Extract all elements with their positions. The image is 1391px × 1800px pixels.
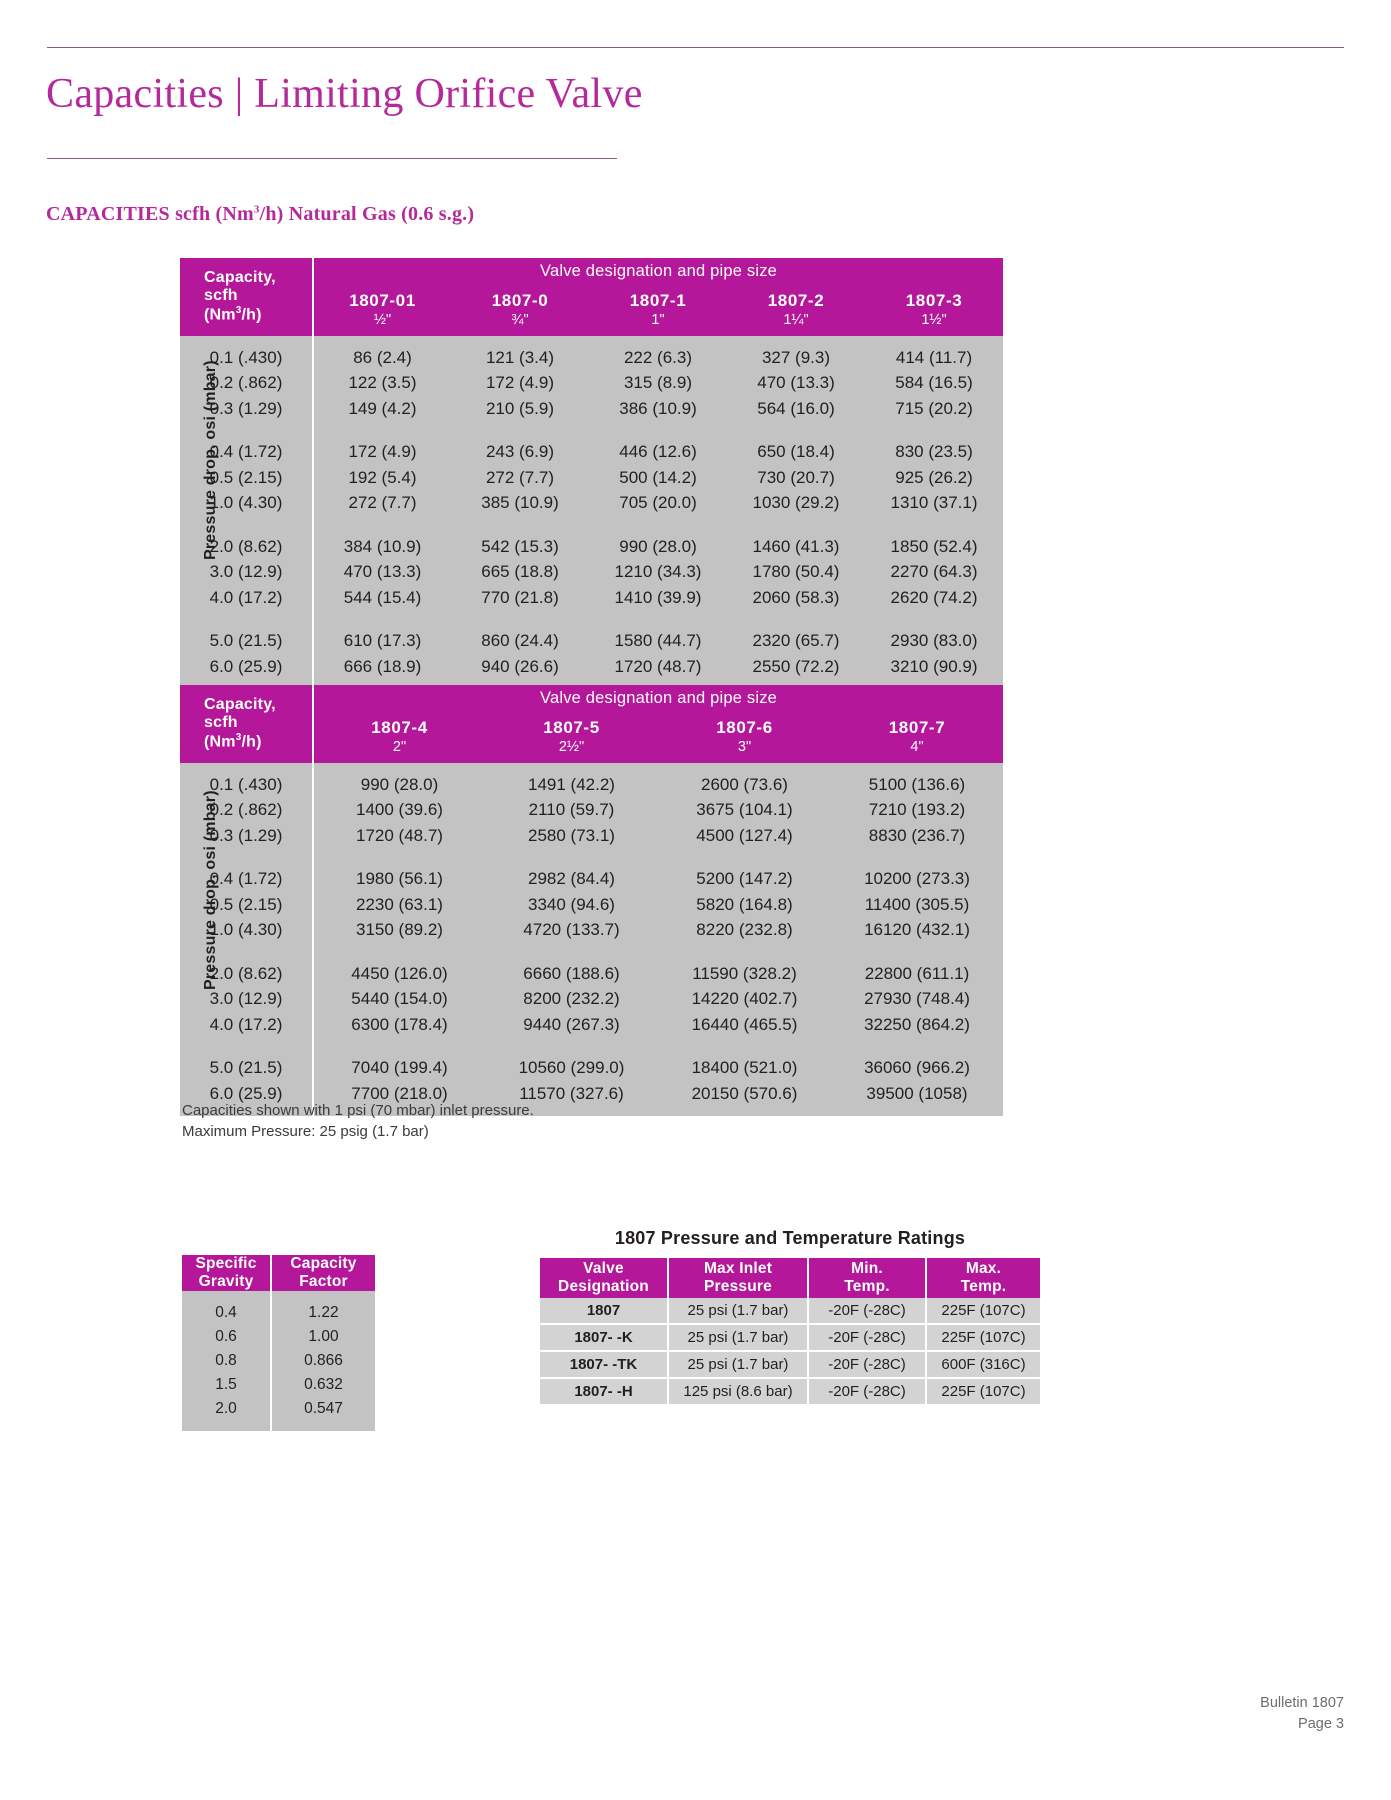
capacity-value: 32250 (864.2)	[831, 1012, 1003, 1038]
capacity-value: 3340 (94.6)	[485, 892, 658, 918]
ratings-header-line-1: Max.	[965, 1260, 1002, 1277]
table1-designation-4: 1807-3	[905, 291, 963, 310]
capacity-value: 243 (6.9)	[451, 440, 589, 466]
capacity-value: 544 (15.4)	[313, 585, 451, 611]
capacity-value: 500 (14.2)	[589, 465, 727, 491]
table-row	[180, 396, 1003, 422]
ratings-valve-designation: 1807- -K	[540, 1324, 668, 1351]
capacity-value: 2982 (84.4)	[485, 867, 658, 893]
capacity-value: 990 (28.0)	[589, 534, 727, 560]
capacity-factor-value: 0.547	[271, 1397, 375, 1421]
table-row	[180, 491, 1003, 517]
capacity-value: 665 (18.8)	[451, 560, 589, 586]
capacity-value: 210 (5.9)	[451, 396, 589, 422]
capacity-value: 1210 (34.3)	[589, 560, 727, 586]
table1-designation-1: 1807-0	[491, 291, 549, 310]
corner-line-2: scfh	[204, 287, 238, 305]
ratings-header-line-2: Temp.	[960, 1278, 1007, 1295]
capacity-value: 5100 (136.6)	[831, 772, 1003, 798]
capacity-value: 990 (28.0)	[313, 772, 485, 798]
capacity-value: 16440 (465.5)	[658, 1012, 831, 1038]
capacity-value: 2620 (74.2)	[865, 585, 1003, 611]
table-row	[540, 1378, 1040, 1404]
footer-page-number: Page 3	[1298, 1716, 1344, 1732]
capacity-value: 1720 (48.7)	[313, 823, 485, 849]
capacity-value: 830 (23.5)	[865, 440, 1003, 466]
capacity-value: 414 (11.7)	[865, 345, 1003, 371]
title-divider-rule	[47, 158, 617, 159]
table-row	[180, 772, 1003, 798]
ratings-header-min-temp	[808, 1258, 926, 1298]
table1-pipesize-1: ¾"	[511, 312, 529, 328]
capacity-value: 6660 (188.6)	[485, 961, 658, 987]
sg-header-line-2: Gravity	[198, 1273, 254, 1290]
table-row	[540, 1298, 1040, 1324]
table2-designation-1: 1807-5	[543, 718, 600, 737]
capacity-value: 3210 (90.9)	[865, 654, 1003, 680]
pressure-drop-label: 1.0 (4.30)	[180, 491, 313, 517]
table-row	[180, 371, 1003, 397]
capacity-value: 192 (5.4)	[313, 465, 451, 491]
pressure-drop-label: 4.0 (17.2)	[180, 585, 313, 611]
capacity-value: 2580 (73.1)	[485, 823, 658, 849]
capacity-value: 4500 (127.4)	[658, 823, 831, 849]
capacity-factor-value: 0.866	[271, 1349, 375, 1373]
capacity-factor-value: 0.632	[271, 1373, 375, 1397]
section-subtitle: CAPACITIES scfh (Nm$^3$/h) Natural Gas (0.6 s.g.)	[46, 203, 475, 225]
ratings-table-title: 1807 Pressure and Temperature Ratings	[614, 1228, 966, 1248]
ratings-max-temp: 225F (107C)	[926, 1324, 1040, 1351]
capacity-value: 14220 (402.7)	[658, 987, 831, 1013]
table1-corner-label	[180, 258, 313, 336]
capacity-table-1	[180, 258, 1003, 689]
table-row	[180, 892, 1003, 918]
ratings-header-line-2: Designation	[558, 1278, 649, 1295]
capacity-value: 1030 (29.2)	[727, 491, 865, 517]
table1-span-header: Valve designation and pipe size	[313, 258, 1003, 285]
capacity-factor-value: 1.22	[271, 1301, 375, 1325]
table1-designation-0: 1807-01	[313, 285, 451, 311]
table1-axis-label: Pressure drop, osi (mbar)	[202, 360, 219, 560]
table-row	[180, 918, 1003, 944]
capacity-value: 610 (17.3)	[313, 629, 451, 655]
capacity-value: 3675 (104.1)	[658, 798, 831, 824]
capacity-value: 650 (18.4)	[727, 440, 865, 466]
table1-pipesize-2: 1"	[651, 312, 665, 328]
capacity-value: 11590 (328.2)	[658, 961, 831, 987]
corner-line-2: scfh	[204, 714, 238, 732]
capacity-value: 1850 (52.4)	[865, 534, 1003, 560]
capacity-value: 7700 (218.0)	[313, 1081, 485, 1107]
capacity-value: 315 (8.9)	[589, 371, 727, 397]
ratings-min-temp: -20F (-28C)	[808, 1324, 926, 1351]
pressure-drop-label: 5.0 (21.5)	[180, 629, 313, 655]
capacity-value: 715 (20.2)	[865, 396, 1003, 422]
pressure-drop-label: 2.0 (8.62)	[180, 961, 313, 987]
capacity-value: 940 (26.6)	[451, 654, 589, 680]
pressure-drop-label: 6.0 (25.9)	[180, 654, 313, 680]
capacity-value: 1780 (50.4)	[727, 560, 865, 586]
ratings-max-temp: 225F (107C)	[926, 1298, 1040, 1324]
pressure-drop-label: 0.4 (1.72)	[180, 867, 313, 893]
footer-bulletin: Bulletin 1807	[1260, 1695, 1344, 1711]
pressure-drop-label: 0.5 (2.15)	[180, 892, 313, 918]
capacity-value: 925 (26.2)	[865, 465, 1003, 491]
table2-span-header: Valve designation and pipe size	[313, 685, 1003, 712]
table2-pipesize-3: 4"	[910, 739, 924, 755]
pressure-drop-label: 0.5 (2.15)	[180, 465, 313, 491]
ratings-header-max-temp	[926, 1258, 1040, 1298]
specific-gravity-value: 0.6	[182, 1325, 271, 1349]
ratings-valve-designation: 1807- -H	[540, 1378, 668, 1404]
capacity-value: 470 (13.3)	[727, 371, 865, 397]
sg-header-line-2: Factor	[299, 1273, 348, 1290]
table2-axis-label: Pressure drop, osi (mbar)	[202, 790, 219, 990]
capacity-notes	[182, 1100, 534, 1142]
capacity-value: 666 (18.9)	[313, 654, 451, 680]
capacity-value: 1410 (39.9)	[589, 585, 727, 611]
capacity-factor-value: 1.00	[271, 1325, 375, 1349]
ratings-header-max-inlet-pressure	[668, 1258, 808, 1298]
specific-gravity-value: 1.5	[182, 1373, 271, 1397]
capacity-value: 1580 (44.7)	[589, 629, 727, 655]
corner-line-3: (Nm$^3$/h)	[204, 732, 262, 751]
capacity-value: 10200 (273.3)	[831, 867, 1003, 893]
capacity-value: 121 (3.4)	[451, 345, 589, 371]
table-row	[180, 961, 1003, 987]
ratings-max-inlet-pressure: 125 psi (8.6 bar)	[668, 1378, 808, 1404]
capacity-value: 386 (10.9)	[589, 396, 727, 422]
capacity-value: 584 (16.5)	[865, 371, 1003, 397]
pressure-drop-label: 0.2 (.862)	[180, 371, 313, 397]
corner-line-1: Capacity,	[204, 269, 276, 287]
table2-body	[180, 763, 1003, 1116]
capacity-value: 11570 (327.6)	[485, 1081, 658, 1107]
table-row	[180, 629, 1003, 655]
table-row	[540, 1324, 1040, 1351]
capacity-value: 4450 (126.0)	[313, 961, 485, 987]
capacity-value: 7040 (199.4)	[313, 1056, 485, 1082]
pressure-drop-label: 4.0 (17.2)	[180, 1012, 313, 1038]
pressure-drop-label: 6.0 (25.9)	[180, 1081, 313, 1107]
table2-pipesize-2: 3"	[737, 739, 752, 755]
pressure-drop-label: 0.1 (.430)	[180, 345, 313, 371]
capacity-value: 272 (7.7)	[313, 491, 451, 517]
specific-gravity-value: 0.8	[182, 1349, 271, 1373]
capacity-value: 7210 (193.2)	[831, 798, 1003, 824]
page-title: Capacities | Limiting Orifice Valve	[46, 71, 643, 117]
table-row	[180, 1056, 1003, 1082]
capacity-value: 470 (13.3)	[313, 560, 451, 586]
sg-header-line-1: Specific	[195, 1255, 257, 1272]
ratings-max-inlet-pressure: 25 psi (1.7 bar)	[668, 1351, 808, 1378]
table-row	[180, 987, 1003, 1013]
table-row	[180, 654, 1003, 680]
capacity-value: 1491 (42.2)	[485, 772, 658, 798]
capacity-value: 122 (3.5)	[313, 371, 451, 397]
specific-gravity-value: 0.4	[182, 1301, 271, 1325]
capacity-value: 384 (10.9)	[313, 534, 451, 560]
table1-pipesize-0: ½"	[313, 311, 451, 336]
ratings-min-temp: -20F (-28C)	[808, 1298, 926, 1324]
capacity-value: 564 (16.0)	[727, 396, 865, 422]
capacity-value: 2270 (64.3)	[865, 560, 1003, 586]
capacity-value: 11400 (305.5)	[831, 892, 1003, 918]
ratings-header-line-2: Pressure	[704, 1278, 772, 1295]
ratings-min-temp: -20F (-28C)	[808, 1378, 926, 1404]
capacity-value: 2060 (58.3)	[727, 585, 865, 611]
ratings-max-inlet-pressure: 25 psi (1.7 bar)	[668, 1298, 808, 1324]
ratings-min-temp: -20F (-28C)	[808, 1351, 926, 1378]
table-row	[182, 1373, 375, 1397]
capacity-value: 1980 (56.1)	[313, 867, 485, 893]
table2-pipesize-1: 2½"	[558, 739, 585, 755]
specific-gravity-table	[182, 1255, 375, 1431]
ratings-body	[540, 1298, 1040, 1404]
pressure-drop-label: 0.3 (1.29)	[180, 396, 313, 422]
capacity-value: 2320 (65.7)	[727, 629, 865, 655]
capacity-value: 16120 (432.1)	[831, 918, 1003, 944]
capacity-value: 27930 (748.4)	[831, 987, 1003, 1013]
ratings-header-line-1: Min.	[851, 1260, 883, 1277]
capacity-table-2	[180, 685, 1003, 1116]
capacity-value: 2230 (63.1)	[313, 892, 485, 918]
ratings-header-line-1: Max Inlet	[703, 1260, 773, 1277]
table2-designation-2: 1807-6	[716, 718, 773, 737]
capacity-value: 4720 (133.7)	[485, 918, 658, 944]
capacity-value: 860 (24.4)	[451, 629, 589, 655]
table-row	[180, 585, 1003, 611]
table-row	[180, 465, 1003, 491]
ratings-valve-designation: 1807- -TK	[540, 1351, 668, 1378]
top-divider-rule	[47, 47, 1344, 48]
table2-pipesize-0: 2"	[313, 738, 485, 763]
capacity-value: 542 (15.3)	[451, 534, 589, 560]
capacity-value: 39500 (1058)	[831, 1081, 1003, 1107]
table1-pipesize-3: 1¼"	[783, 312, 809, 328]
capacity-value: 2550 (72.2)	[727, 654, 865, 680]
table2-designation-0: 1807-4	[313, 712, 485, 738]
ratings-header-line-1: Valve	[583, 1260, 624, 1277]
table1-body	[180, 336, 1003, 689]
ratings-max-temp: 225F (107C)	[926, 1378, 1040, 1404]
corner-line-1: Capacity,	[204, 696, 276, 714]
ratings-header-valve-designation	[540, 1258, 668, 1298]
table2-designation-3: 1807-7	[888, 718, 946, 737]
capacity-value: 5440 (154.0)	[313, 987, 485, 1013]
capacity-value: 2110 (59.7)	[485, 798, 658, 824]
capacity-value: 1400 (39.6)	[313, 798, 485, 824]
ratings-max-inlet-pressure: 25 psi (1.7 bar)	[668, 1324, 808, 1351]
table-row	[180, 560, 1003, 586]
table-row	[182, 1301, 375, 1325]
capacity-value: 222 (6.3)	[589, 345, 727, 371]
capacity-value: 3150 (89.2)	[313, 918, 485, 944]
table2-corner-label	[180, 685, 313, 763]
pressure-drop-label: 2.0 (8.62)	[180, 534, 313, 560]
sg-header-line-1: Capacity	[290, 1255, 357, 1272]
pressure-drop-label: 0.2 (.862)	[180, 798, 313, 824]
capacity-value: 8830 (236.7)	[831, 823, 1003, 849]
capacity-value: 6300 (178.4)	[313, 1012, 485, 1038]
capacity-value: 705 (20.0)	[589, 491, 727, 517]
capacity-value: 272 (7.7)	[451, 465, 589, 491]
capacity-value: 86 (2.4)	[313, 345, 451, 371]
capacity-value: 1310 (37.1)	[865, 491, 1003, 517]
table-row	[182, 1349, 375, 1373]
capacity-value: 2600 (73.6)	[658, 772, 831, 798]
capacity-value: 172 (4.9)	[313, 440, 451, 466]
capacity-value: 770 (21.8)	[451, 585, 589, 611]
ratings-max-temp: 600F (316C)	[926, 1351, 1040, 1378]
table1-designation-2: 1807-1	[629, 291, 687, 310]
pressure-drop-label: 0.3 (1.29)	[180, 823, 313, 849]
capacity-value: 9440 (267.3)	[485, 1012, 658, 1038]
capacity-value: 8220 (232.8)	[658, 918, 831, 944]
specific-gravity-body	[182, 1291, 375, 1431]
table-row	[180, 345, 1003, 371]
pressure-drop-label: 3.0 (12.9)	[180, 987, 313, 1013]
capacity-value: 5820 (164.8)	[658, 892, 831, 918]
capacity-value: 446 (12.6)	[589, 440, 727, 466]
capacity-value: 36060 (966.2)	[831, 1056, 1003, 1082]
table-row	[180, 798, 1003, 824]
note-line-1: Capacities shown with 1 psi (70 mbar) inlet pressure.	[182, 1102, 534, 1119]
table-row	[180, 823, 1003, 849]
sg-header-specific-gravity	[182, 1255, 271, 1291]
capacity-value: 20150 (570.6)	[658, 1081, 831, 1107]
table-row	[180, 534, 1003, 560]
capacity-value: 5200 (147.2)	[658, 867, 831, 893]
note-line-2: Maximum Pressure: 25 psig (1.7 bar)	[182, 1123, 429, 1140]
pressure-drop-label: 0.4 (1.72)	[180, 440, 313, 466]
capacity-value: 172 (4.9)	[451, 371, 589, 397]
pressure-drop-label: 0.1 (.430)	[180, 772, 313, 798]
capacity-value: 1460 (41.3)	[727, 534, 865, 560]
capacity-value: 327 (9.3)	[727, 345, 865, 371]
page-footer	[1260, 1693, 1344, 1735]
ratings-header-line-2: Temp.	[844, 1278, 890, 1295]
table1-pipesize-4: 1½"	[921, 312, 947, 328]
table-row	[182, 1397, 375, 1421]
specific-gravity-value: 2.0	[182, 1397, 271, 1421]
sg-header-capacity-factor	[271, 1255, 375, 1291]
ratings-valve-designation: 1807	[540, 1298, 668, 1324]
capacity-value: 8200 (232.2)	[485, 987, 658, 1013]
table-row	[182, 1325, 375, 1349]
pressure-drop-label: 3.0 (12.9)	[180, 560, 313, 586]
capacity-value: 385 (10.9)	[451, 491, 589, 517]
table-row	[180, 867, 1003, 893]
capacity-value: 22800 (611.1)	[831, 961, 1003, 987]
pressure-drop-label: 1.0 (4.30)	[180, 918, 313, 944]
capacity-value: 18400 (521.0)	[658, 1056, 831, 1082]
capacity-value: 149 (4.2)	[313, 396, 451, 422]
capacity-value: 10560 (299.0)	[485, 1056, 658, 1082]
table-row	[540, 1351, 1040, 1378]
capacity-value: 730 (20.7)	[727, 465, 865, 491]
ratings-table	[540, 1258, 1040, 1404]
table-row	[180, 1012, 1003, 1038]
table-row	[180, 440, 1003, 466]
capacity-value: 1720 (48.7)	[589, 654, 727, 680]
capacity-value: 2930 (83.0)	[865, 629, 1003, 655]
pressure-drop-label: 5.0 (21.5)	[180, 1056, 313, 1082]
table1-designation-3: 1807-2	[767, 291, 825, 310]
corner-line-3: (Nm$^3$/h)	[204, 305, 262, 324]
